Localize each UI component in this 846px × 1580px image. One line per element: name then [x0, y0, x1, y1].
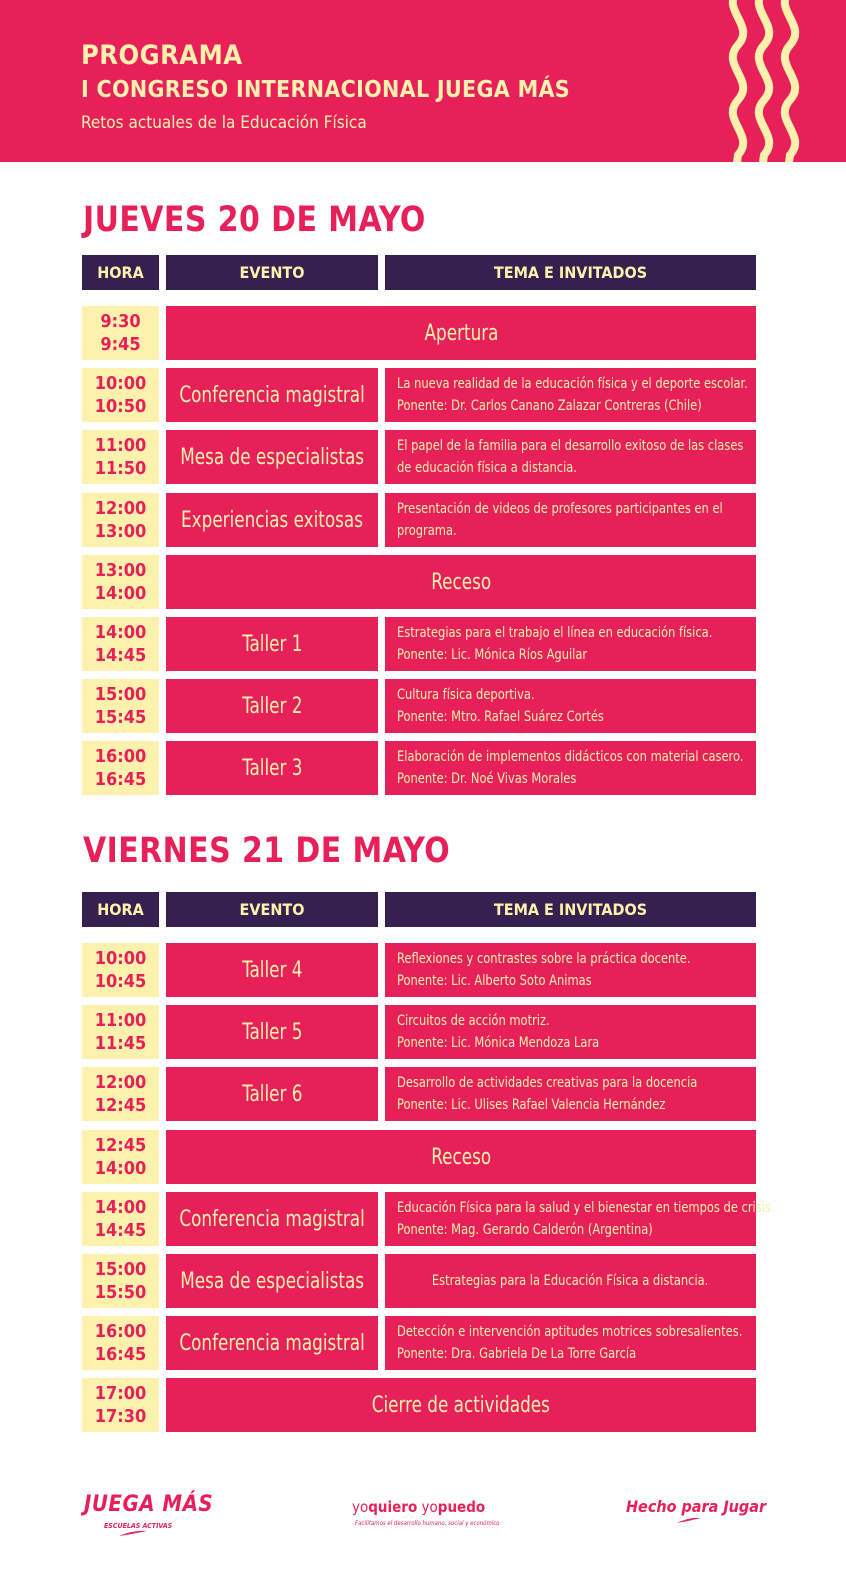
- event-cell: [166, 1067, 378, 1121]
- event-label: Conferencia magistral: [179, 1330, 365, 1356]
- event-label: Taller 2: [241, 693, 303, 719]
- topic-line: Desarrollo de actividades creativas para la docencia: [397, 1075, 698, 1091]
- time-end: 15:50: [94, 1282, 147, 1303]
- span-event-cell: [166, 1378, 756, 1432]
- span-event-cell: [166, 555, 756, 609]
- time-cell: [82, 368, 159, 422]
- column-header-tema: TEMA E INVITADOS: [385, 892, 756, 927]
- time-cell: [82, 617, 159, 671]
- event-cell: [166, 368, 378, 422]
- speaker-line: Ponente: Dra. Gabriela De La Torre García: [397, 1346, 637, 1362]
- topic-line: Cultura física deportiva.: [397, 687, 535, 703]
- time-start: 12:45: [94, 1135, 147, 1156]
- hecho-para-jugar-logo: Hecho para Jugar: [626, 1497, 767, 1516]
- topic-cell: [385, 617, 756, 671]
- time-start: 16:00: [94, 746, 147, 767]
- event-cell: [166, 679, 378, 733]
- event-cell: [166, 1005, 378, 1059]
- time-start: 12:00: [94, 498, 147, 519]
- span-event-label: Receso: [431, 1144, 491, 1170]
- event-label: Taller 4: [241, 957, 303, 983]
- event-cell: [166, 1254, 378, 1308]
- time-start: 15:00: [94, 1259, 147, 1280]
- time-start: 16:00: [94, 1321, 147, 1342]
- column-header-hora: HORA: [82, 892, 159, 927]
- topic-cell: [385, 1005, 756, 1059]
- topic-cell: [385, 943, 756, 997]
- event-label: Conferencia magistral: [179, 382, 365, 408]
- column-header-evento: EVENTO: [166, 255, 378, 290]
- speaker-line: Ponente: Mag. Gerardo Calderón (Argentina): [397, 1222, 653, 1238]
- topic-cell: [385, 1192, 775, 1246]
- time-end: 14:45: [94, 1220, 147, 1241]
- topic-line: Circuitos de acción motriz.: [397, 1013, 550, 1029]
- event-label: Conferencia magistral: [179, 1206, 365, 1232]
- time-cell: [82, 1005, 159, 1059]
- speaker-line: de educación física a distancia.: [397, 460, 577, 476]
- time-start: 11:00: [94, 435, 147, 456]
- event-label: Taller 5: [241, 1019, 303, 1045]
- day-title: JUEVES 20 DE MAYO: [83, 200, 426, 240]
- topic-line: Reflexiones y contrastes sobre la práctica docente.: [397, 951, 691, 967]
- time-end: 13:00: [94, 521, 147, 542]
- topic-line: Detección e intervención aptitudes motrices sobresalientes.: [397, 1324, 743, 1340]
- time-cell: [82, 943, 159, 997]
- header-banner: [0, 0, 846, 162]
- time-end: 12:45: [94, 1095, 147, 1116]
- wave-decoration: [710, 0, 846, 162]
- topic-line: Elaboración de implementos didácticos con material casero.: [397, 749, 744, 765]
- event-cell: [166, 943, 378, 997]
- day-title: VIERNES 21 DE MAYO: [83, 831, 451, 871]
- speaker-line: Ponente: Lic. Mónica Ríos Aguilar: [397, 647, 588, 663]
- column-header-tema: TEMA E INVITADOS: [385, 255, 756, 290]
- column-header-hora: HORA: [82, 255, 159, 290]
- topic-cell: [385, 741, 756, 795]
- event-label: Mesa de especialistas: [180, 444, 364, 470]
- event-label: Mesa de especialistas: [180, 1268, 364, 1294]
- span-event-cell: [166, 306, 756, 360]
- time-cell: [82, 493, 159, 547]
- topic-cell: [385, 493, 756, 547]
- span-event-cell: [166, 1130, 756, 1184]
- topic-cell: [385, 1316, 756, 1370]
- time-start: 14:00: [94, 622, 147, 643]
- page-tagline: Retos actuales de la Educación Física: [81, 113, 367, 133]
- span-event-label: Receso: [431, 569, 491, 595]
- time-cell: [82, 555, 159, 609]
- event-cell: [166, 1192, 378, 1246]
- time-end: 10:50: [94, 396, 147, 417]
- time-start: 12:00: [94, 1072, 147, 1093]
- speaker-line: Ponente: Dr. Noé Vivas Morales: [397, 771, 577, 787]
- time-cell: [82, 1067, 159, 1121]
- event-label: Taller 6: [241, 1081, 303, 1107]
- time-start: 17:00: [94, 1383, 147, 1404]
- topic-line: El papel de la familia para el desarrollo exitoso de las clases: [397, 438, 744, 454]
- time-end: 11:50: [94, 458, 147, 479]
- topic-cell: [385, 679, 756, 733]
- time-cell: [82, 1378, 159, 1432]
- event-cell: [166, 1316, 378, 1370]
- topic-cell: [385, 430, 756, 484]
- event-cell: [166, 430, 378, 484]
- topic-line: Estrategias para el trabajo el línea en educación física.: [397, 625, 713, 641]
- time-cell: [82, 430, 159, 484]
- speaker-line: Ponente: Lic. Mónica Mendoza Lara: [397, 1035, 600, 1051]
- time-start: 14:00: [94, 1197, 147, 1218]
- time-end: 10:45: [94, 971, 147, 992]
- topic-line: Estrategias para la Educación Física a distancia.: [432, 1273, 709, 1289]
- time-cell: [82, 1192, 159, 1246]
- time-end: 11:45: [94, 1033, 147, 1054]
- span-event-label: Cierre de actividades: [371, 1392, 551, 1418]
- topic-line: La nueva realidad de la educación física y el deporte escolar.: [397, 376, 748, 392]
- event-cell: [166, 741, 378, 795]
- time-cell: [82, 741, 159, 795]
- swoosh-icon: [676, 1517, 702, 1525]
- time-start: 15:00: [94, 684, 147, 705]
- time-end: 16:45: [94, 1344, 147, 1365]
- time-end: 16:45: [94, 769, 147, 790]
- topic-cell: [385, 368, 756, 422]
- event-label: Taller 3: [241, 755, 303, 781]
- span-event-label: Apertura: [424, 320, 498, 346]
- juega-mas-logo: JUEGA MÁS: [84, 1492, 214, 1517]
- time-start: 13:00: [94, 560, 147, 581]
- page-title: PROGRAMA: [81, 40, 243, 71]
- time-start: 10:00: [94, 948, 147, 969]
- topic-cell: [385, 1254, 756, 1308]
- time-cell: [82, 679, 159, 733]
- topic-cell: [385, 1067, 756, 1121]
- time-end: 14:00: [94, 1158, 147, 1179]
- time-end: 15:45: [94, 707, 147, 728]
- time-end: 14:45: [94, 645, 147, 666]
- time-cell: [82, 1316, 159, 1370]
- topic-line: Educación Física para la salud y el bienestar en tiempos de crisis.: [397, 1200, 775, 1216]
- column-header-evento: EVENTO: [166, 892, 378, 927]
- event-cell: [166, 493, 378, 547]
- swoosh-icon: [118, 1530, 148, 1538]
- time-start: 9:30: [100, 311, 141, 332]
- topic-line: Presentación de videos de profesores participantes en el: [397, 501, 723, 517]
- time-cell: [82, 1130, 159, 1184]
- speaker-line: Ponente: Lic. Alberto Soto Animas: [397, 973, 592, 989]
- speaker-line: Ponente: Dr. Carlos Canano Zalazar Contreras (Chile): [397, 398, 702, 414]
- footer: [0, 1480, 846, 1540]
- event-label: Taller 1: [241, 631, 303, 657]
- speaker-line: Ponente: Mtro. Rafael Suárez Cortés: [397, 709, 604, 725]
- time-start: 10:00: [94, 373, 147, 394]
- time-cell: [82, 306, 159, 360]
- speaker-line: Ponente: Lic. Ulises Rafael Valencia Hernández: [397, 1097, 666, 1113]
- juega-mas-logo-sub: ESCUELAS ACTIVAS: [104, 1522, 173, 1530]
- event-label: Experiencias exitosas: [181, 507, 363, 533]
- time-cell: [82, 1254, 159, 1308]
- time-end: 14:00: [94, 583, 147, 604]
- time-end: 17:30: [94, 1406, 147, 1427]
- event-cell: [166, 617, 378, 671]
- page-subtitle: I CONGRESO INTERNACIONAL JUEGA MÁS: [81, 77, 570, 103]
- time-end: 9:45: [100, 334, 141, 355]
- yo-quiero-logo-sub: Facilitamos el desarrollo humano, social y económico: [355, 1520, 500, 1527]
- time-start: 11:00: [94, 1010, 147, 1031]
- yo-quiero-yo-puedo-logo: yoquiero yopuedo: [352, 1498, 486, 1516]
- speaker-line: programa.: [397, 523, 457, 539]
